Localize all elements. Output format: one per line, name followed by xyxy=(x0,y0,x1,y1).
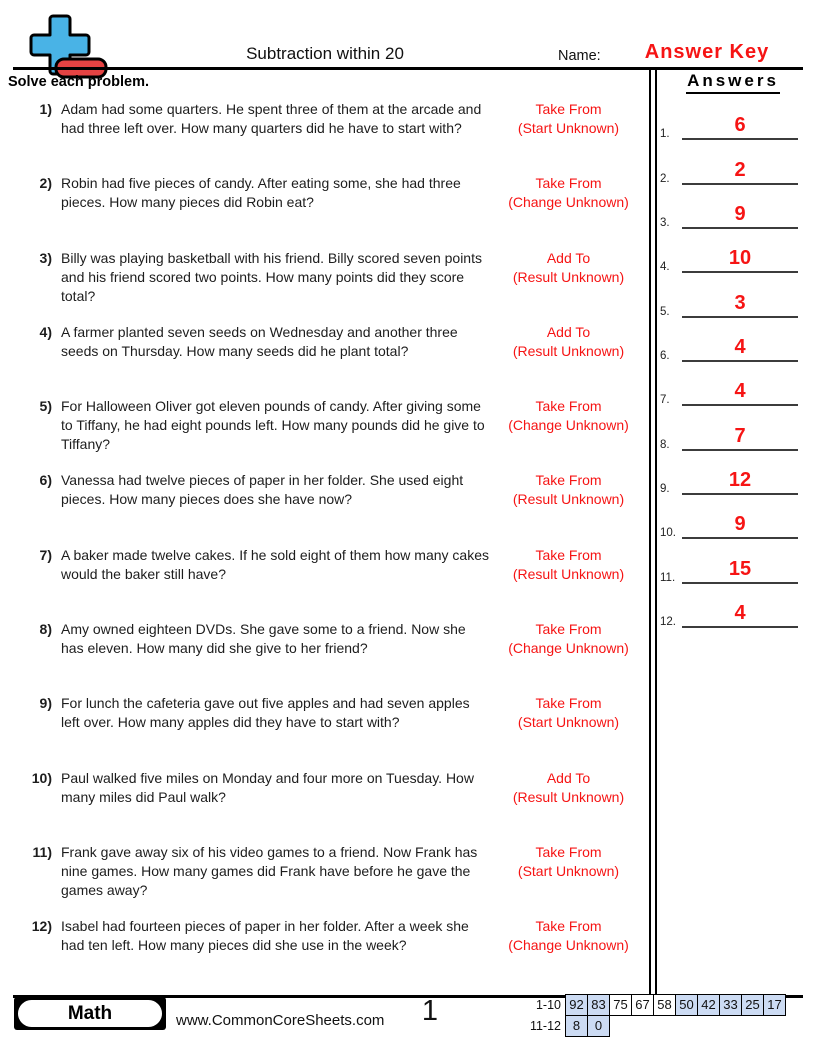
answer-value: 10 xyxy=(728,247,752,270)
problem-text: Robin had five pieces of candy. After eating some, she had three pieces. How many pieces did Robin eat? xyxy=(61,175,461,211)
problem-type-label: Take From (Start Unknown) xyxy=(517,695,620,731)
problems-list xyxy=(8,100,648,992)
score-row-label: 1-10 xyxy=(535,998,561,1012)
answer-value: 4 xyxy=(734,602,746,625)
score-table xyxy=(505,994,786,1037)
instructions: Solve each problem. xyxy=(8,74,150,90)
answer-row-4 xyxy=(658,234,800,278)
score-cell: 25 xyxy=(741,994,764,1016)
header-rule xyxy=(13,67,803,70)
problem-text: Amy owned eighteen DVDs. She gave some to a friend. Now she has eleven. How many did she give to her friend? xyxy=(61,621,466,657)
score-row-11-12 xyxy=(505,1015,786,1037)
score-cell: 92 xyxy=(565,994,588,1016)
problem-type-label: Take From (Result Unknown) xyxy=(512,546,625,582)
problem-row-2 xyxy=(8,174,648,248)
subject-badge xyxy=(14,997,166,1030)
answer-blank-line xyxy=(682,582,798,584)
answer-blank-line xyxy=(682,493,798,495)
answer-number: 3. xyxy=(660,217,670,230)
score-cell: 42 xyxy=(697,994,720,1016)
answer-number: 9. xyxy=(660,483,670,496)
answer-number: 10. xyxy=(660,527,676,540)
problem-number: 5) xyxy=(39,398,52,415)
problem-text: Billy was playing basketball with his friend. Billy scored seven points and his friend scored two points. How many points did they score total? xyxy=(61,249,482,304)
problem-text: A baker made twelve cakes. If he sold eight of them how many cakes would the baker still have? xyxy=(61,546,489,582)
answer-blank-line xyxy=(682,316,798,318)
answer-blank-line xyxy=(682,404,798,406)
answer-number: 6. xyxy=(660,350,670,363)
problem-number: 8) xyxy=(39,621,52,638)
problem-row-9 xyxy=(8,694,648,768)
problem-number: 7) xyxy=(39,546,52,563)
answers-heading: Answers xyxy=(660,71,806,94)
problem-type-label: Take From (Start Unknown) xyxy=(517,101,620,136)
problem-text: Isabel had fourteen pieces of paper in her folder. After a week she had ten left. How many pieces did she use in the week? xyxy=(61,918,469,954)
score-cell: 0 xyxy=(587,1015,610,1037)
problem-type-label: Add To (Result Unknown) xyxy=(512,323,625,359)
answer-value: 2 xyxy=(734,158,746,181)
answer-row-7 xyxy=(658,367,800,411)
answer-value: 15 xyxy=(728,557,752,580)
score-cell: 8 xyxy=(565,1015,588,1037)
problem-text: Paul walked five miles on Monday and four more on Tuesday. How many miles did Paul walk? xyxy=(61,769,474,805)
answer-number: 8. xyxy=(660,438,670,451)
answer-value: 12 xyxy=(728,469,752,492)
answer-row-11 xyxy=(658,544,800,588)
answer-row-12 xyxy=(658,589,800,633)
answer-number: 2. xyxy=(660,172,670,185)
answer-number: 12. xyxy=(660,616,676,629)
problem-row-1 xyxy=(8,100,648,174)
problem-type-label: Add To (Result Unknown) xyxy=(512,769,625,805)
problem-type-label: Take From (Result Unknown) xyxy=(512,472,625,508)
answer-number: 4. xyxy=(660,261,670,274)
problem-number: 10) xyxy=(31,769,52,786)
answer-row-3 xyxy=(658,190,800,234)
answer-blank-line xyxy=(682,360,798,362)
score-cell: 17 xyxy=(763,994,786,1016)
website-url: www.CommonCoreSheets.com xyxy=(176,1012,385,1029)
problem-type-label: Add To (Result Unknown) xyxy=(512,249,625,285)
page-number: 1 xyxy=(421,995,439,1027)
subject-badge-label: Math xyxy=(18,1000,162,1027)
answer-blank-line xyxy=(682,537,798,539)
problem-text: For lunch the cafeteria gave out five apples and had seven apples left over. How many apples did they have to start with? xyxy=(61,695,470,731)
name-label: Name: xyxy=(558,48,601,64)
score-row-1-10 xyxy=(505,994,786,1016)
problem-row-8 xyxy=(8,620,648,694)
answer-blank-line xyxy=(682,183,798,185)
problem-text: Frank gave away six of his video games to a friend. Now Frank has nine games. How many games did Frank have before he gave the games away? xyxy=(61,843,478,898)
answer-row-1 xyxy=(658,101,800,145)
problem-row-4 xyxy=(8,323,648,397)
score-row-label: 11-12 xyxy=(529,1019,561,1033)
problem-text: Vanessa had twelve pieces of paper in her folder. She used eight pieces. How many pieces does she have now? xyxy=(61,472,464,508)
problem-row-3 xyxy=(8,249,648,323)
answer-row-9 xyxy=(658,456,800,500)
score-cell: 67 xyxy=(631,994,654,1016)
answer-value: 4 xyxy=(734,380,746,403)
problem-row-10 xyxy=(8,769,648,843)
answer-row-6 xyxy=(658,323,800,367)
answer-row-5 xyxy=(658,278,800,322)
problem-row-6 xyxy=(8,471,648,545)
problem-row-7 xyxy=(8,546,648,620)
problem-type-label: Take From (Change Unknown) xyxy=(508,398,629,434)
answer-row-8 xyxy=(658,411,800,455)
problem-type-label: Take From (Change Unknown) xyxy=(508,918,629,954)
problem-text: For Halloween Oliver got eleven pounds of candy. After giving some to Tiffany, he had eight pounds left. How many pounds did he give to Tiffany? xyxy=(61,398,485,453)
problem-row-11 xyxy=(8,843,648,917)
score-cell: 33 xyxy=(719,994,742,1016)
problem-text: Adam had some quarters. He spent three of them at the arcade and had three left over. How many quarters did he have to start with? xyxy=(61,101,482,136)
answer-value: 3 xyxy=(734,291,746,314)
problem-number: 11) xyxy=(32,843,52,860)
answer-blank-line xyxy=(682,449,798,451)
worksheet-title: Subtraction within 20 xyxy=(246,44,404,63)
answer-number: 1. xyxy=(660,128,670,141)
problem-number: 4) xyxy=(39,323,52,340)
problem-type-label: Take From (Change Unknown) xyxy=(508,621,629,657)
answer-value: 9 xyxy=(734,203,746,226)
answer-blank-line xyxy=(682,138,798,140)
answer-value: 6 xyxy=(734,114,746,137)
problem-text: A farmer planted seven seeds on Wednesday and another three seeds on Thursday. How many seeds did he plant total? xyxy=(61,323,458,359)
score-cell: 50 xyxy=(675,994,698,1016)
answer-number: 7. xyxy=(660,394,670,407)
score-cell: 75 xyxy=(609,994,632,1016)
answer-number: 11. xyxy=(660,571,676,584)
answer-row-10 xyxy=(658,500,800,544)
answer-blank-line xyxy=(682,227,798,229)
score-cell: 58 xyxy=(653,994,676,1016)
answer-value: 4 xyxy=(734,336,746,359)
problem-number: 2) xyxy=(39,175,52,192)
answer-blank-line xyxy=(682,626,798,628)
answers-list xyxy=(658,101,800,633)
answer-blank-line xyxy=(682,271,798,273)
answer-value: 9 xyxy=(734,513,746,536)
column-divider xyxy=(649,70,657,995)
answer-row-2 xyxy=(658,145,800,189)
score-cell: 83 xyxy=(587,994,610,1016)
problem-number: 1) xyxy=(39,101,52,117)
problem-number: 12) xyxy=(31,918,52,935)
problem-type-label: Take From (Change Unknown) xyxy=(508,175,629,211)
answer-number: 5. xyxy=(660,305,670,318)
name-value-answer-key: Answer Key xyxy=(644,41,770,63)
problem-row-5 xyxy=(8,397,648,471)
answer-value: 7 xyxy=(734,424,746,447)
problem-row-12 xyxy=(8,917,648,991)
problem-type-label: Take From (Start Unknown) xyxy=(517,843,620,879)
problem-number: 3) xyxy=(39,249,52,266)
problem-number: 6) xyxy=(39,472,52,489)
problem-number: 9) xyxy=(39,695,52,712)
